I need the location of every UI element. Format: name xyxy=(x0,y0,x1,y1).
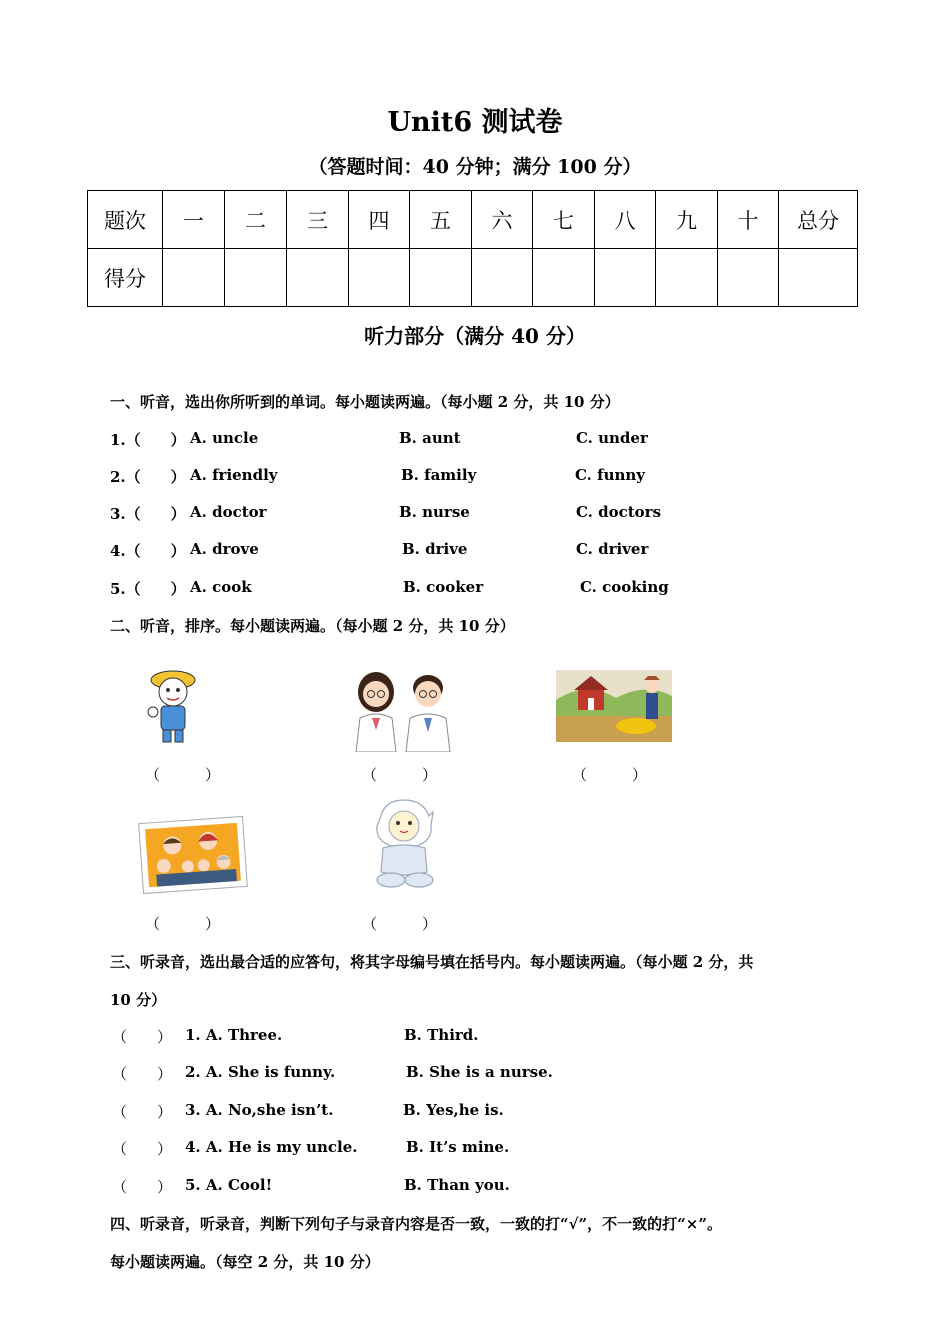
part3-answer-blank[interactable]: （ ） xyxy=(112,1103,173,1121)
score-header-cell: 六 xyxy=(472,191,533,249)
part3-option-b: B. She is a nurse. xyxy=(406,1063,553,1081)
part1-option-b: B. nurse xyxy=(399,503,470,521)
part1-option-b: B. aunt xyxy=(399,429,461,447)
part1-option-a: A. cook xyxy=(190,578,252,596)
score-cell[interactable] xyxy=(287,249,349,307)
part2-answer-blank[interactable]: （ ） xyxy=(145,766,221,784)
part1-option-b: B. cooker xyxy=(403,578,484,596)
score-cell[interactable] xyxy=(410,249,472,307)
score-cell[interactable] xyxy=(779,249,858,307)
part1-option-a: A. friendly xyxy=(190,466,278,484)
doctors-picture xyxy=(350,670,456,752)
part3-answer-blank[interactable]: （ ） xyxy=(112,1178,173,1196)
part1-option-b: B. drive xyxy=(402,540,468,558)
score-header-cell: 题次 xyxy=(88,191,163,249)
part3-option-a: 3. A. No,she isn’t. xyxy=(185,1101,334,1119)
part1-option-c: C. funny xyxy=(575,466,646,484)
score-table xyxy=(87,190,858,307)
part1-option-c: C. doctors xyxy=(576,503,662,521)
part1-item-number: 4.（ ） xyxy=(110,542,186,560)
part4-heading: 四、听录音，听录音，判断下列句子与录音内容是否一致，一致的打“√”，不一致的打“×”。 xyxy=(110,1215,722,1233)
score-header-cell: 九 xyxy=(656,191,718,249)
page-subtitle: （答题时间：40 分钟；满分 100 分） xyxy=(308,156,642,178)
baby-picture xyxy=(371,796,437,890)
score-header-cell: 二 xyxy=(225,191,287,249)
part2-answer-blank[interactable]: （ ） xyxy=(145,915,221,933)
part1-option-c: C. driver xyxy=(576,540,649,558)
score-header-cell: 五 xyxy=(410,191,472,249)
score-cell[interactable] xyxy=(656,249,718,307)
part1-option-b: B. family xyxy=(401,466,477,484)
score-header-cell: 七 xyxy=(533,191,595,249)
part2-answer-blank[interactable]: （ ） xyxy=(362,766,438,784)
part2-answer-blank[interactable]: （ ） xyxy=(572,766,648,784)
part1-option-a: A. doctor xyxy=(190,503,267,521)
part3-option-b: B. Third. xyxy=(404,1026,479,1044)
part3-option-a: 1. A. Three. xyxy=(185,1026,283,1044)
score-cell[interactable] xyxy=(533,249,595,307)
part4-heading-cont: 每小题读两遍。（每空 2 分，共 10 分） xyxy=(110,1253,380,1271)
score-header-cell: 一 xyxy=(163,191,225,249)
part1-option-c: C. cooking xyxy=(580,578,669,596)
part1-option-c: C. under xyxy=(576,429,648,447)
part3-heading-cont: 10 分） xyxy=(110,991,167,1009)
score-cell[interactable] xyxy=(718,249,779,307)
part1-item-number: 1.（ ） xyxy=(110,431,186,449)
farm-picture xyxy=(556,670,672,742)
part1-item-number: 3.（ ） xyxy=(110,505,186,523)
part3-option-a: 2. A. She is funny. xyxy=(185,1063,336,1081)
score-header-cell: 八 xyxy=(595,191,656,249)
listening-section-title: 听力部分（满分 40 分） xyxy=(364,324,586,348)
score-header-cell: 四 xyxy=(349,191,410,249)
part2-answer-blank[interactable]: （ ） xyxy=(362,915,438,933)
part3-option-b: B. Yes,he is. xyxy=(403,1101,504,1119)
part1-item-number: 2.（ ） xyxy=(110,468,186,486)
score-cell[interactable] xyxy=(595,249,656,307)
score-cell[interactable] xyxy=(349,249,410,307)
part3-answer-blank[interactable]: （ ） xyxy=(112,1028,173,1046)
part3-option-b: B. Than you. xyxy=(404,1176,510,1194)
part1-option-a: A. uncle xyxy=(190,429,259,447)
part3-option-a: 4. A. He is my uncle. xyxy=(185,1138,358,1156)
family-photo-picture xyxy=(137,814,249,896)
score-table-header-row xyxy=(88,191,858,249)
part3-heading: 三、听录音，选出最合适的应答句，将其字母编号填在括号内。每小题读两遍。（每小题 2 分，共 xyxy=(110,953,754,971)
score-cell[interactable] xyxy=(163,249,225,307)
score-header-cell: 总分 xyxy=(779,191,858,249)
part3-option-a: 5. A. Cool! xyxy=(185,1176,273,1194)
part1-item-number: 5.（ ） xyxy=(110,580,186,598)
part1-option-a: A. drove xyxy=(190,540,259,558)
score-table-score-row xyxy=(88,249,858,307)
part3-answer-blank[interactable]: （ ） xyxy=(112,1140,173,1158)
score-header-cell: 十 xyxy=(718,191,779,249)
score-header-cell: 三 xyxy=(287,191,349,249)
score-cell[interactable] xyxy=(472,249,533,307)
boy-picture xyxy=(143,668,203,748)
part2-heading: 二、听音，排序。每小题读两遍。（每小题 2 分，共 10 分） xyxy=(110,617,515,635)
page-title: Unit6 测试卷 xyxy=(387,107,563,138)
part3-answer-blank[interactable]: （ ） xyxy=(112,1065,173,1083)
score-cell[interactable] xyxy=(225,249,287,307)
score-row-label: 得分 xyxy=(88,249,163,307)
part1-heading: 一、听音，选出你所听到的单词。每小题读两遍。（每小题 2 分，共 10 分） xyxy=(110,393,620,411)
part3-option-b: B. It’s mine. xyxy=(406,1138,510,1156)
